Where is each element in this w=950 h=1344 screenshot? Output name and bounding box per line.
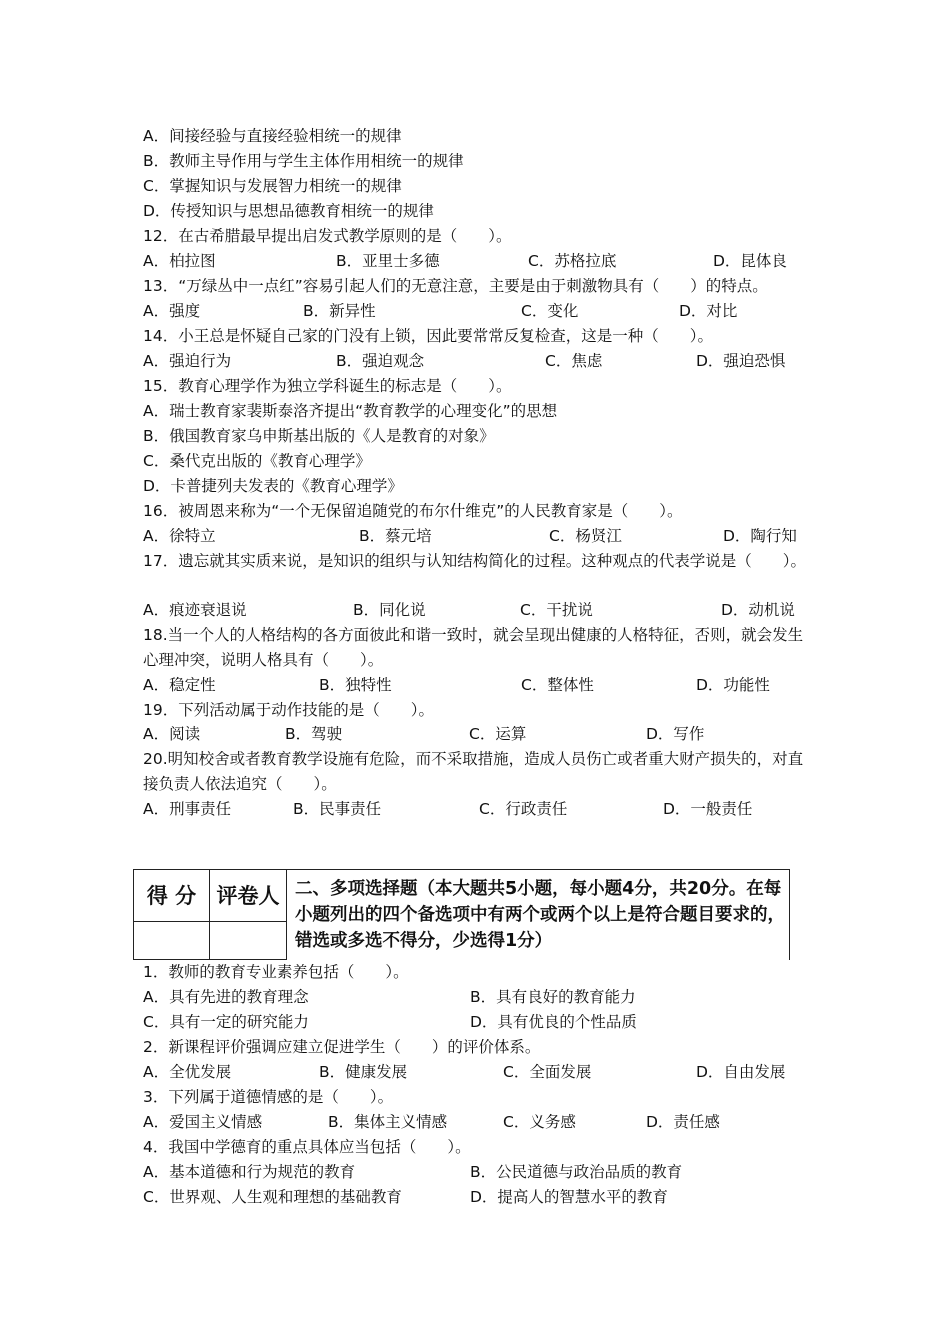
score-input-cell [134,922,210,960]
m1-option-d: D．具有优良的个性品质 [470,1013,637,1031]
q16-option-b: B．蔡元培 [359,527,432,545]
q20-option-c: C．行政责任 [479,800,568,818]
q20-option-a: A．刑事责任 [143,800,232,818]
q13-option-d: D．对比 [679,302,738,320]
q18-stem: 18.当一个人的人格结构的各方面彼此和谐一致时，就会呈现出健康的人格特征，否则，就会发生心理冲突，说明人格具有（ ）。 [143,626,804,669]
q13-option-b: B．新异性 [303,302,376,320]
m2-option-a: A．全优发展 [143,1063,232,1081]
q11-option-d: D．传授知识与思想品德教育相统一的规律 [143,202,434,220]
q12-option-d: D．昆体良 [713,252,787,270]
q15-option-a: A．瑞士教育家裴斯泰洛齐提出“教育教学的心理变化”的思想 [143,402,558,420]
m3-option-b: B．集体主义情感 [328,1113,448,1131]
q17-option-d: D．动机说 [721,601,795,619]
m1-stem: 1．教师的教育专业素养包括（ ）。 [143,963,409,981]
q16-option-d: D．陶行知 [723,527,797,545]
m3-option-d: D．责任感 [646,1113,720,1131]
section-2-title: 二、多项选择题（本大题共5小题，每小题4分，共20分。在每小题列出的四个备选项中有两个或两个以上是符合题目要求的，错选或多选不得分，少选得1分） [287,870,790,960]
q18-option-b: B．独特性 [319,676,392,694]
q13-option-a: A．强度 [143,302,201,320]
q19-option-d: D．写作 [646,725,705,743]
q17-option-b: B．同化说 [353,601,426,619]
q19-option-b: B．驾驶 [285,725,343,743]
m2-option-c: C．全面发展 [503,1063,592,1081]
grader-input-cell [210,922,287,960]
q19-option-c: C．运算 [469,725,527,743]
q11-option-c: C．掌握知识与发展智力相统一的规律 [143,177,402,195]
m4-option-a: A．基本道德和行为规范的教育 [143,1163,356,1181]
q12-option-a: A．柏拉图 [143,252,216,270]
q12-option-b: B．亚里士多德 [336,252,440,270]
q13-option-c: C．变化 [521,302,579,320]
q14-stem: 14．小王总是怀疑自己家的门没有上锁，因此要常常反复检查，这是一种（ ）。 [143,327,713,345]
q18-option-a: A．稳定性 [143,676,216,694]
q15-option-b: B．俄国教育家乌申斯基出版的《人是教育的对象》 [143,427,495,445]
m4-stem: 4．我国中学德育的重点具体应当包括（ ）。 [143,1138,471,1156]
q19-option-a: A．阅读 [143,725,201,743]
score-table [133,869,790,960]
m2-stem: 2．新课程评价强调应建立促进学生（ ）的评价体系。 [143,1038,541,1056]
q18-option-c: C．整体性 [521,676,594,694]
q15-option-c: C．桑代克出版的《教育心理学》 [143,452,371,470]
q17-option-c: C．干扰说 [520,601,593,619]
m2-option-b: B．健康发展 [319,1063,408,1081]
q14-option-a: A．强迫行为 [143,352,232,370]
m3-stem: 3．下列属于道德情感的是（ ）。 [143,1088,394,1106]
m2-option-d: D．自由发展 [696,1063,786,1081]
q16-stem: 16．被周恩来称为“一个无保留追随党的布尔什维克”的人民教育家是（ ）。 [143,502,683,520]
q14-option-d: D．强迫恐惧 [696,352,786,370]
m1-option-c: C．具有一定的研究能力 [143,1013,309,1031]
m4-option-b: B．公民道德与政治品质的教育 [470,1163,683,1181]
m3-option-a: A．爱国主义情感 [143,1113,263,1131]
q20-option-d: D．一般责任 [663,800,753,818]
q20-option-b: B．民事责任 [293,800,382,818]
q18-option-d: D．功能性 [696,676,770,694]
m4-option-d: D．提高人的智慧水平的教育 [470,1188,668,1206]
score-label: 得 分 [134,870,210,922]
q19-stem: 19．下列活动属于动作技能的是（ ）。 [143,701,434,719]
m3-option-c: C．义务感 [503,1113,576,1131]
q13-stem: 13．“万绿丛中一点红”容易引起人们的无意注意，主要是由于刺激物具有（ ）的特点。 [143,277,768,295]
q15-option-d: D．卡普捷列夫发表的《教育心理学》 [143,477,403,495]
m1-option-a: A．具有先进的教育理念 [143,988,309,1006]
q14-option-b: B．强迫观念 [336,352,425,370]
grader-label: 评卷人 [210,870,287,922]
q14-option-c: C．焦虑 [545,352,603,370]
q12-option-c: C．苏格拉底 [528,252,617,270]
q15-stem: 15．教育心理学作为独立学科诞生的标志是（ ）。 [143,377,512,395]
q11-option-b: B．教师主导作用与学生主体作用相统一的规律 [143,152,464,170]
q20-stem: 20.明知校舍或者教育教学设施有危险，而不采取措施，造成人员伤亡或者重大财产损失的，对直接负责人依法追究（ ）。 [143,750,804,793]
q11-option-a: A．间接经验与直接经验相统一的规律 [143,127,402,145]
q12-stem: 12．在古希腊最早提出启发式教学原则的是（ ）。 [143,227,512,245]
q16-option-a: A．徐特立 [143,527,216,545]
q16-option-c: C．杨贤江 [549,527,622,545]
q17-option-a: A．痕迹衰退说 [143,601,247,619]
m4-option-c: C．世界观、人生观和理想的基础教育 [143,1188,402,1206]
q17-stem: 17．遗忘就其实质来说，是知识的组织与认知结构简化的过程。这种观点的代表学说是（ ）。 [143,552,806,570]
m1-option-b: B．具有良好的教育能力 [470,988,636,1006]
